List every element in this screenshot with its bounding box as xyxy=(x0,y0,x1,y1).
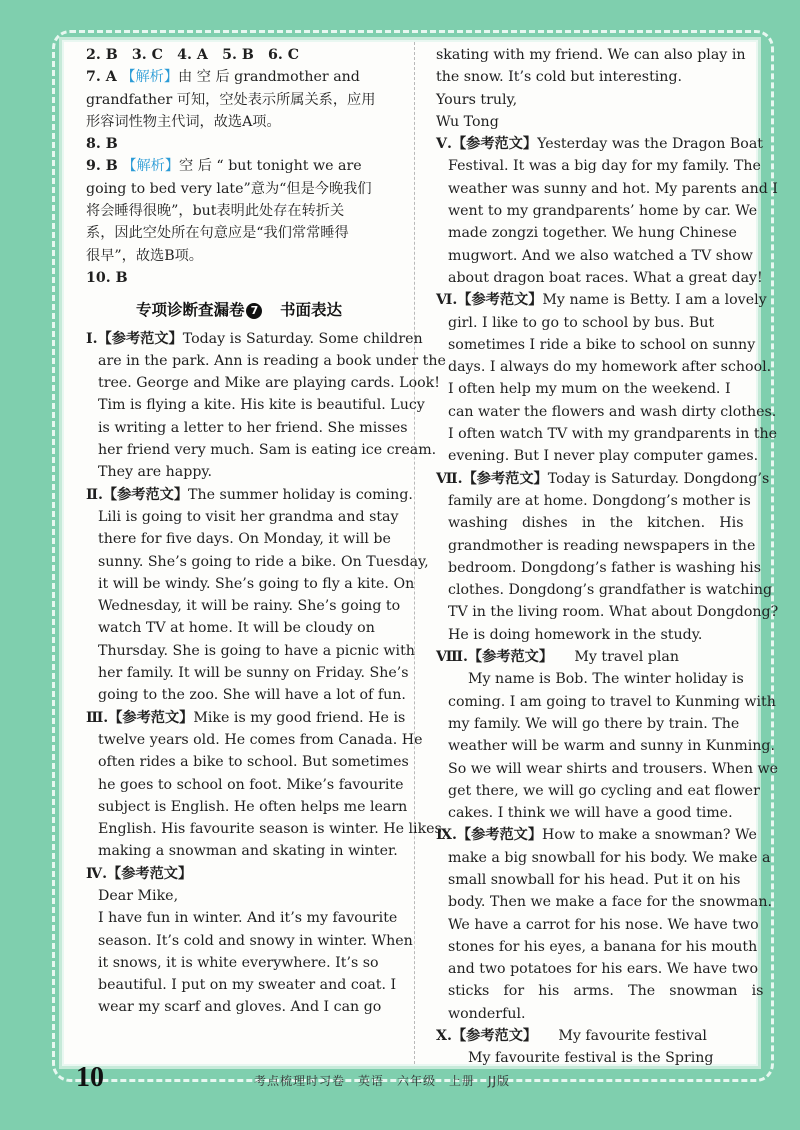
answer-9-number: 9. B xyxy=(86,158,118,175)
essay-line: season. It’s cold and snowy in winter. When xyxy=(98,932,413,949)
page-number: 10 xyxy=(76,1062,104,1093)
essay-line: My name is Betty. I am a lovely xyxy=(542,292,767,309)
essay-line: her family. It will be sunny on Friday. She’s xyxy=(98,665,409,682)
answers-2-6: 2. B 3. C 4. A 5. B 6. C xyxy=(86,47,300,63)
essay-label: Ⅱ.【参考范文】 xyxy=(86,486,189,503)
essay-line: twelve years old. He comes from Canada. He xyxy=(98,731,423,748)
answer-8: 8. B xyxy=(86,136,118,153)
essay-line: grandmother is reading newspapers in the xyxy=(448,537,756,554)
essay-line: weather will be warm and sunny in Kunming. xyxy=(448,738,775,755)
letter-line: the snow. It’s cold but interesting. xyxy=(436,69,683,86)
essay-line: is writing a letter to her friend. She misses xyxy=(98,419,408,436)
essay-line: Wednesday, it will be rainy. She’s going to xyxy=(98,598,401,615)
section-number-badge: 7 xyxy=(246,303,262,319)
essay-3 xyxy=(86,707,442,863)
essay-line: Thursday. She is going to have a picnic with xyxy=(98,642,415,659)
essay-line: washing dishes in the kitchen. His xyxy=(448,515,744,532)
essay-line: cakes. I think we will have a good time. xyxy=(448,805,733,822)
answer-9-line: going to bed very late”意为“但是今晚我们 xyxy=(86,180,372,197)
essay-line: wear my scarf and gloves. And I can go xyxy=(98,999,382,1016)
essay-line: get there, we will go cycling and eat flower xyxy=(448,782,760,799)
essay-2 xyxy=(86,484,429,707)
essay-line: evening. But I never play computer games. xyxy=(448,448,759,465)
essay-line: tree. George and Mike are playing cards. Look! xyxy=(98,375,440,392)
answer-9-line: 系，因此空处所在句意应是“我们常常睡得 xyxy=(86,225,349,242)
essay-7 xyxy=(436,468,779,646)
essay-line: bedroom. Dongdong’s father is washing his xyxy=(448,559,761,576)
essay-title: My travel plan xyxy=(574,649,679,666)
essay-line: body. Then we make a face for the snowman. xyxy=(448,894,772,911)
section-title-text: 专项诊断查漏卷 xyxy=(135,301,245,320)
essay-line: stones for his eyes, a banana for his mouth xyxy=(448,938,758,955)
essay-line: there for five days. On Monday, it will be xyxy=(98,531,391,548)
essay-line: it will be windy. She’s going to fly a kite. On xyxy=(98,575,415,592)
essay-line: English. His favourite season is winter. He likes xyxy=(98,821,442,838)
right-column xyxy=(436,44,779,1070)
essay-line: are in the park. Ann is reading a book under the xyxy=(98,352,446,369)
answer-9-line: 空 后 “ but tonight we are xyxy=(179,158,362,175)
essay-line: Festival. It was a big day for my family. The xyxy=(448,158,761,175)
essay-line: it snows, it is white everywhere. It’s so xyxy=(98,954,379,971)
essay-line: went to my grandparents’ home by car. We xyxy=(448,203,758,220)
essay-line: The summer holiday is coming. xyxy=(188,486,413,503)
section-title-subject: 书面表达 xyxy=(280,301,343,320)
essay-5 xyxy=(436,133,778,289)
essay-line: Today is Saturday. Some children xyxy=(182,330,423,347)
answer-9-line: 将会睡得很晚”，but表明此处存在转折关 xyxy=(86,203,345,220)
answer-7-line: grandfather 可知，空处表示所属关系，应用 xyxy=(86,91,376,108)
essay-line: making a snowman and skating in winter. xyxy=(98,843,398,860)
book-title: 考点梳理时习卷 英语 六年级 上册 JJ版 xyxy=(254,1074,511,1088)
essay-line: he goes to school on foot. Mike’s favourite xyxy=(98,776,404,793)
essay-line: Lili is going to visit her grandma and stay xyxy=(98,508,399,525)
essay-line: girl. I like to go to school by bus. But xyxy=(448,314,715,331)
page-footer xyxy=(76,1062,736,1096)
essay-line: Mike is my good friend. He is xyxy=(193,709,406,726)
essay-line: made zongzi together. We hung Chinese xyxy=(448,225,737,242)
essay-9 xyxy=(436,824,772,1025)
essay-label: Ⅶ.【参考范文】 xyxy=(436,470,548,487)
essay-line: make a big snowball for his body. We make a xyxy=(448,849,771,866)
essay-label: Ⅹ.【参考范文】 xyxy=(436,1028,530,1045)
essay-line: wonderful. xyxy=(448,1005,526,1022)
answer-7-line: 由 空 后 grandmother and xyxy=(178,69,360,86)
essay-label: Ⅸ.【参考范文】 xyxy=(436,827,543,844)
essay-title: My favourite festival xyxy=(558,1028,707,1045)
essay-6 xyxy=(436,289,778,467)
answer-7-line: 形容词性物主代词，故选A项。 xyxy=(86,113,281,130)
answer-9-line: 很早”，故选B项。 xyxy=(86,247,203,264)
letter-signature: Wu Tong xyxy=(436,113,499,130)
essay-line: So we will wear shirts and trousers. When we xyxy=(448,760,779,777)
essay-8 xyxy=(436,646,779,824)
answer-page xyxy=(64,42,779,1067)
essay-line: family are at home. Dongdong’s mother is xyxy=(448,492,751,509)
analysis-tag: 【解析】 xyxy=(122,158,180,175)
essay-line: My favourite festival is the Spring xyxy=(468,1050,714,1067)
essay-4 xyxy=(86,863,413,1019)
essay-line: TV in the living room. What about Dongdong? xyxy=(448,604,779,621)
essay-line: My name is Bob. The winter holiday is xyxy=(468,671,744,688)
essay-label: Ⅷ.【参考范文】 xyxy=(436,649,546,666)
essay-label: Ⅳ.【参考范文】 xyxy=(86,865,193,882)
essay-line: often rides a bike to school. But sometimes xyxy=(98,754,409,771)
essay-line: We have a carrot for his nose. We have two xyxy=(448,916,759,933)
essay-line: sticks for his arms. The snowman is xyxy=(448,983,764,1000)
essay-line: Today is Saturday. Dongdong’s xyxy=(547,470,770,487)
essay-line: How to make a snowman? We xyxy=(542,827,757,844)
answer-7 xyxy=(86,66,392,133)
essay-line: small snowball for his head. Put it on his xyxy=(448,871,741,888)
answer-10: 10. B xyxy=(86,269,128,286)
essay-line: my family. We will go there by train. The xyxy=(448,715,740,732)
essay-line: coming. I am going to travel to Kunming with xyxy=(448,693,776,710)
letter-line: skating with my friend. We can also play in xyxy=(436,47,746,63)
essay-line: her friend very much. Sam is eating ice cream. xyxy=(98,442,437,459)
essay-line: sometimes I ride a bike to school on sunny xyxy=(448,336,756,353)
essay-line: He is doing homework in the study. xyxy=(448,626,703,643)
essay-line: subject is English. He often helps me learn xyxy=(98,798,408,815)
section-title xyxy=(86,299,392,321)
answer-9 xyxy=(86,155,392,266)
essay-line: I have fun in winter. And it’s my favourite xyxy=(98,910,398,927)
essay-line: sunny. She’s going to ride a bike. On Tuesday, xyxy=(98,553,429,570)
essay-line: about dragon boat races. What a great day! xyxy=(448,269,763,286)
essay-label: Ⅲ.【参考范文】 xyxy=(86,709,194,726)
left-column xyxy=(86,44,446,1019)
essay-line: mugwort. And we also watched a TV show xyxy=(448,247,753,264)
essay-line: Tim is flying a kite. His kite is beautiful. Lucy xyxy=(98,397,425,414)
essay-line: days. I always do my homework after school. xyxy=(448,359,772,376)
letter-closing: Yours truly, xyxy=(436,91,518,108)
essay-line: They are happy. xyxy=(98,464,213,481)
essay-line: clothes. Dongdong’s grandfather is watching xyxy=(448,582,773,599)
analysis-tag: 【解析】 xyxy=(121,69,179,86)
essay-line: going to the zoo. She will have a lot of fun. xyxy=(98,687,406,704)
answer-7-number: 7. A xyxy=(86,69,117,86)
essay-label: Ⅴ.【参考范文】 xyxy=(436,136,538,153)
essay-line: can water the flowers and wash dirty clothes. xyxy=(448,403,777,420)
essay-line: I often watch TV with my grandparents in the xyxy=(448,426,778,443)
essay-line: I often help my mum on the weekend. I xyxy=(448,381,731,398)
essay-label: Ⅰ.【参考范文】 xyxy=(86,330,183,347)
essay-line: weather was sunny and hot. My parents and I xyxy=(448,180,778,197)
essay-1 xyxy=(86,328,446,484)
essay-label: Ⅵ.【参考范文】 xyxy=(436,292,543,309)
essay-line: Yesterday was the Dragon Boat xyxy=(537,136,763,153)
essay-line: beautiful. I put on my sweater and coat. I xyxy=(98,977,397,994)
letter-salutation: Dear Mike, xyxy=(98,887,179,904)
essay-line: watch TV at home. It will be cloudy on xyxy=(98,620,375,637)
essay-line: and two potatoes for his ears. We have two xyxy=(448,961,759,978)
column-divider xyxy=(414,42,415,1064)
